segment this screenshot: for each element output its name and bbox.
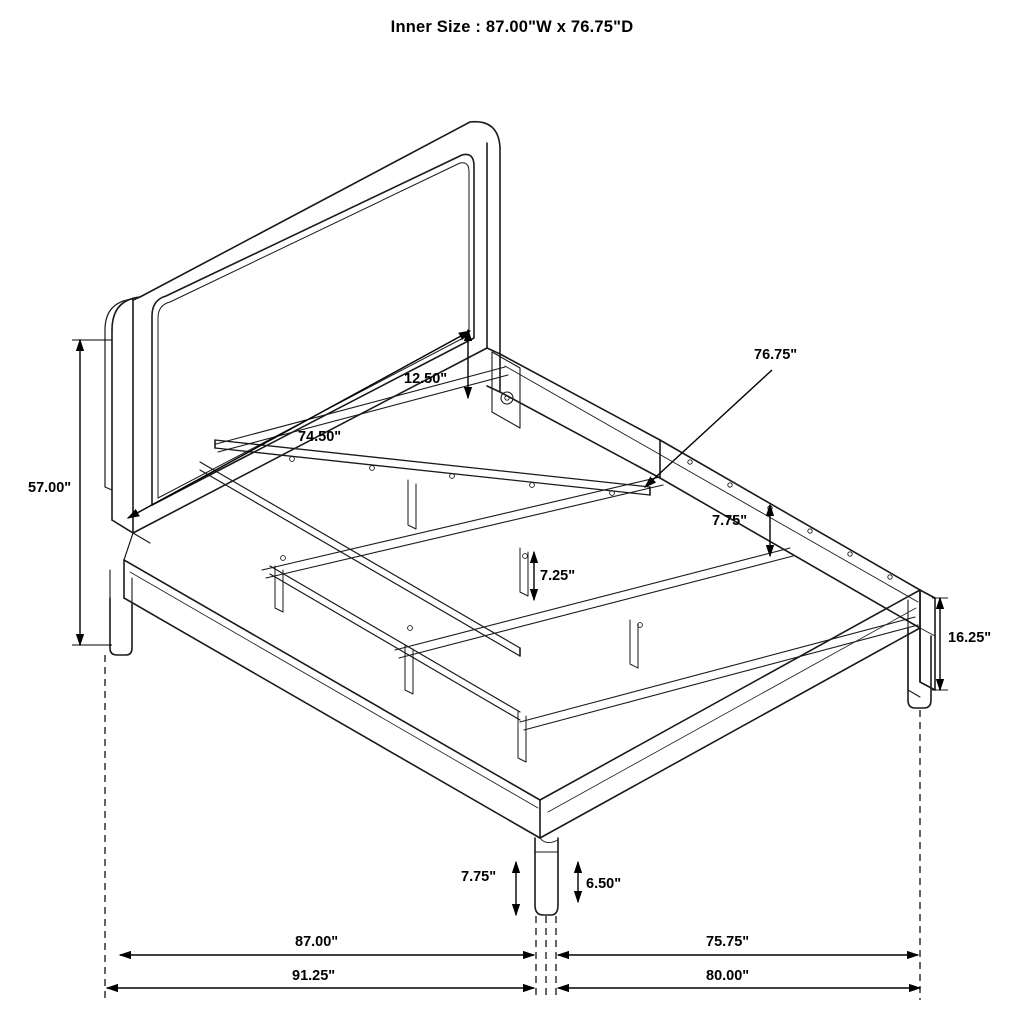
page-title: Inner Size : 87.00"W x 76.75"D <box>390 18 634 36</box>
bed-outline <box>105 122 935 915</box>
dim-label-leg-height-rear: 6.50" <box>586 876 622 892</box>
dim-label-slat-clearance-center: 7.25" <box>540 568 576 584</box>
dim-label-headboard-height: 57.00" <box>28 480 72 496</box>
dim-label-inner-width: 87.00" <box>295 934 339 950</box>
dim-label-headboard-panel-width: 74.50" <box>298 429 342 445</box>
dim-label-outer-side-depth: 80.00" <box>706 968 750 984</box>
dim-label-slat-clearance-side: 7.75" <box>712 513 748 529</box>
dimension-lines <box>72 330 948 1000</box>
dim-label-footboard-height: 16.25" <box>948 630 992 646</box>
dim-label-headboard-panel-height: 12.50" <box>404 371 448 387</box>
dim-label-inner-depth: 76.75" <box>754 347 798 363</box>
dim-label-inner-side-depth: 75.75" <box>706 934 750 950</box>
dim-label-outer-width: 91.25" <box>292 968 336 984</box>
dim-label-leg-height-front: 7.75" <box>461 869 497 885</box>
